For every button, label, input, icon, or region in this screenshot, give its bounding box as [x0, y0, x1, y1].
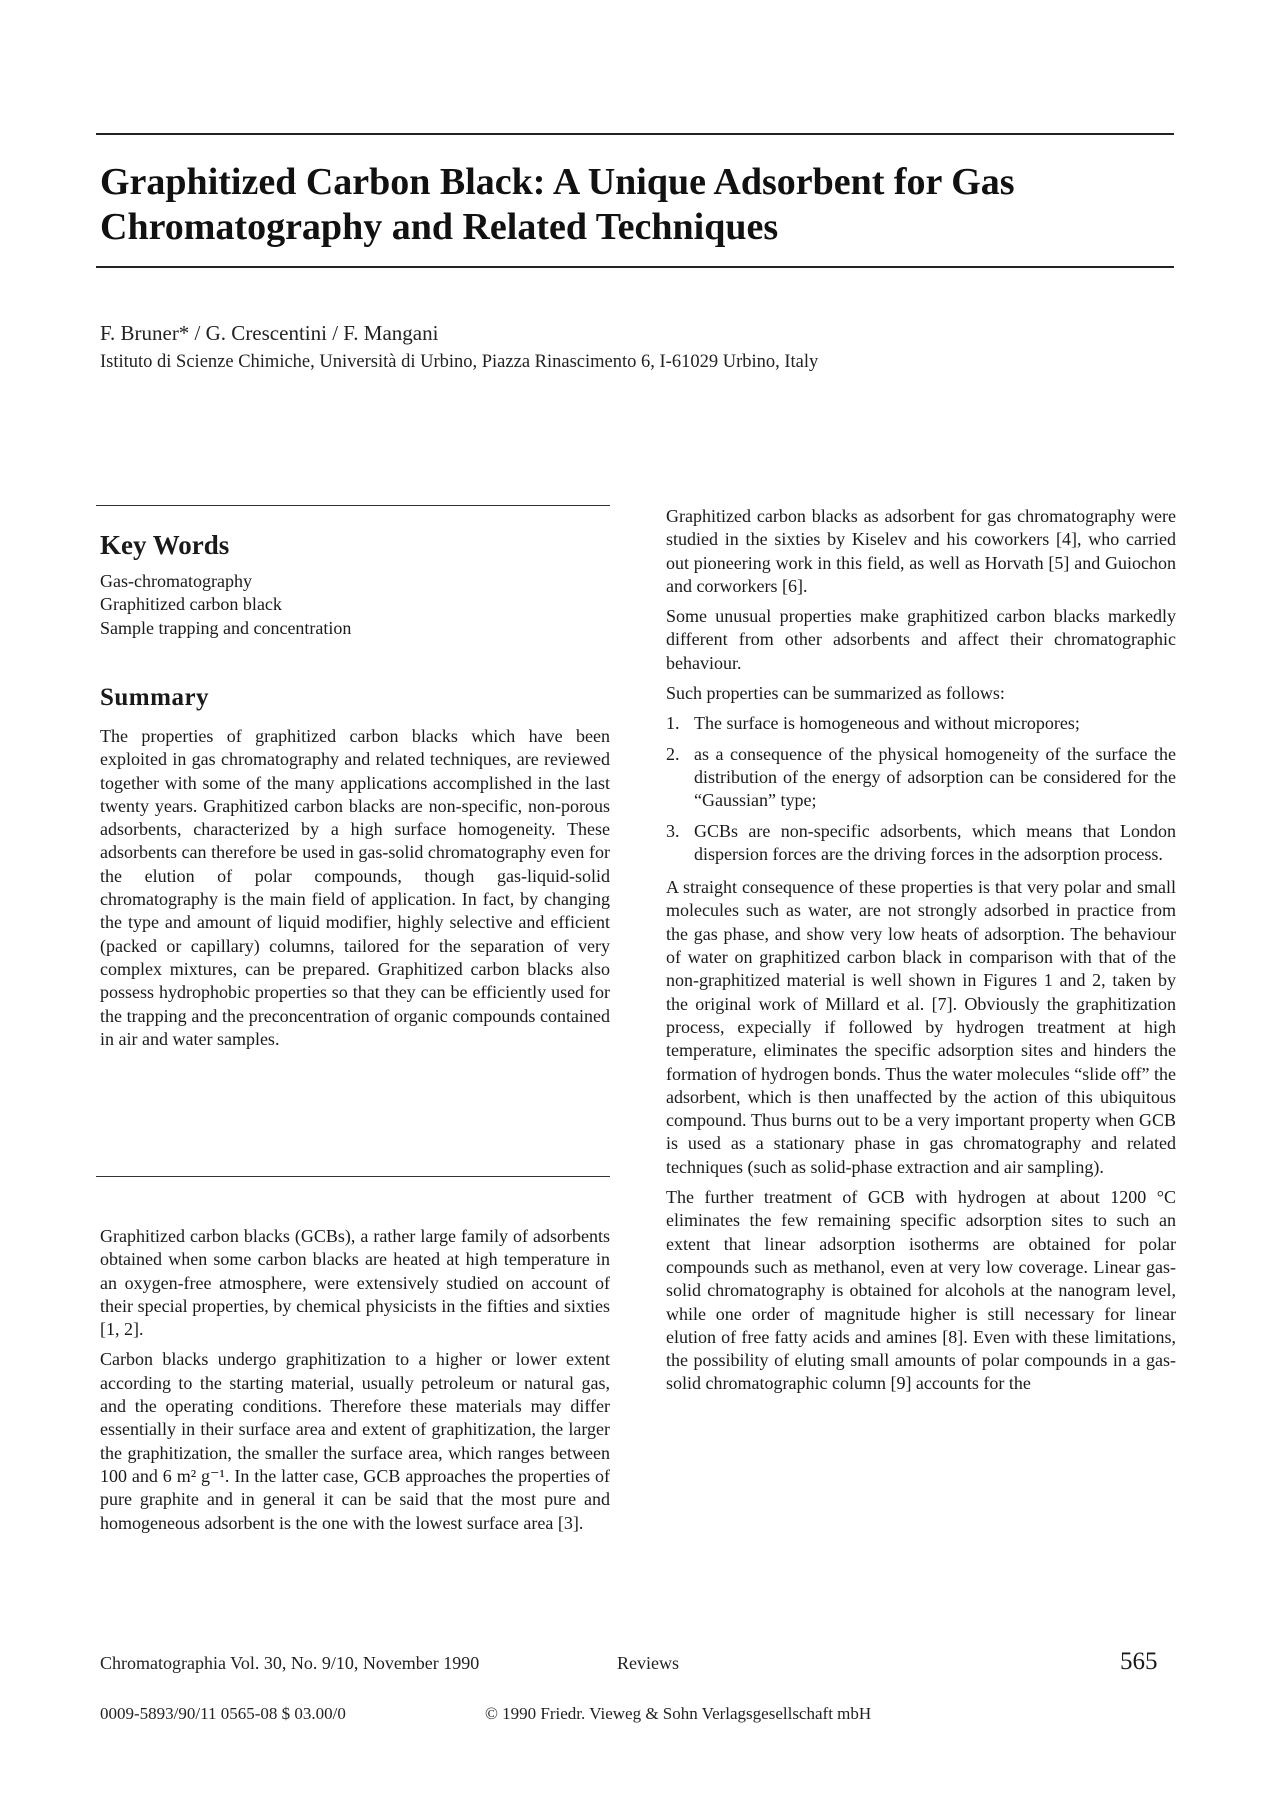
- copyright-notice: © 1990 Friedr. Vieweg & Sohn Verlagsgesellschaft mbH: [485, 1704, 872, 1723]
- list-number: 1.: [666, 713, 680, 734]
- section-label: Reviews: [617, 1653, 679, 1673]
- summary-block: [100, 725, 610, 1058]
- summary-text: The properties of graphitized carbon blacks which have been exploited in gas chromatography and related techniques, are reviewed together with some of the many applications accomplished in the last twenty years. Graphitized carbon blacks are non-specific, non-porous adsorbents, characterized by a high surface homogeneity. These adsorbents can therefore be used in gas-solid chromatography even for the elution of polar compounds, though gas-liquid-solid chromatography is the main field of application. In fact, by changing the type and amount of liquid modifier, highly selective and efficient (packed or capillary) columns, tailored for the separation of very complex mixtures, can be prepared. Graphitized carbon blacks also possess hydrophobic properties so that they can be efficiently used for the trapping and the preconcentration of organic compounds contained in air and water samples.: [100, 726, 610, 1049]
- affiliation: Istituto di Scienze Chimiche, Università di Urbino, Piazza Rinascimento 6, I-61029 Urbino, Italy: [100, 352, 819, 372]
- key-words-heading: Key Words: [100, 530, 230, 560]
- left-body: [100, 1225, 610, 1542]
- list-text: GCBs are non-specific adsorbents, which means that London dispersion forces are the driving forces in the adsorption process.: [694, 820, 1176, 864]
- list-item: [666, 820, 1176, 867]
- key-word-item: Graphitized carbon black: [100, 594, 282, 615]
- list-text: The surface is homogeneous and without micropores;: [694, 713, 1080, 734]
- properties-list: [666, 712, 1176, 866]
- list-item: [666, 743, 1176, 813]
- body-paragraph: Graphitized carbon blacks as adsorbent for gas chromatography were studied in the sixties by Kiselev and his coworkers [4], who carried out pioneering work in this field, as well as Horvath [5] and Guiochon and corworkers [6].: [666, 506, 1176, 596]
- list-number: 3.: [666, 820, 680, 841]
- body-paragraph: Graphitized carbon blacks (GCBs), a rather large family of adsorbents obtained when some carbon blacks are heated at high temperature in an oxygen-free atmosphere, were extensively studied on account of their special properties, by chemical physicists in the fifties and sixties [1, 2].: [100, 1226, 610, 1340]
- list-number: 2.: [666, 743, 680, 764]
- key-word-item: Sample trapping and concentration: [100, 617, 352, 638]
- title-top-rule: [96, 133, 1174, 135]
- key-words-list: [100, 570, 351, 640]
- body-paragraph: Carbon blacks undergo graphitization to a higher or lower extent according to the starting material, usually petroleum or natural gas, and the operating conditions. Therefore these materials may differ essentially in their surface area and extent of graphitization, the larger the graphitization, the smaller the surface area, which ranges between 100 and 6 m² g⁻¹. In the latter case, GCB approaches the properties of pure graphite and in general it can be said that the most pure and homogeneous adsorbent is the one with the lowest surface area [3].: [100, 1349, 610, 1533]
- title-bottom-rule: [96, 266, 1174, 268]
- body-paragraph: Some unusual properties make graphitized carbon blacks markedly different from other adsorbents and affect their chromatographic behaviour.: [666, 606, 1176, 673]
- abstract-top-rule: [96, 505, 610, 506]
- author-list: F. Bruner* / G. Crescentini / F. Mangani: [100, 321, 439, 345]
- issn-code: 0009-5893/90/11 0565-08 $ 03.00/0: [100, 1704, 346, 1723]
- article-title: Graphitized Carbon Black: A Unique Adsorbent for Gas Chromatography and Related Techniques: [100, 161, 1015, 248]
- list-item: [666, 712, 1176, 735]
- right-body: [666, 505, 1176, 1403]
- abstract-bottom-rule: [96, 1176, 610, 1177]
- body-paragraph: Such properties can be summarized as follows:: [666, 683, 1005, 704]
- summary-heading: Summary: [100, 684, 210, 711]
- list-text: as a consequence of the physical homogeneity of the surface the distribution of the energy of adsorption can be considered for the “Gaussian” type;: [694, 743, 1176, 811]
- body-paragraph: The further treatment of GCB with hydrogen at about 1200 °C eliminates the few remaining specific adsorption sites to such an extent that linear adsorption isotherms are obtained for polar compounds such as methanol, even at very low coverage. Linear gas-solid chromatography is obtained for alcohols at the nanogram level, while one order of magnitude higher is still necessary for linear elution of free fatty acids and amines [8]. Even with these limitations, the possibility of eluting small amounts of polar compounds in a gas-solid chromatographic column [9] accounts for the: [666, 1187, 1176, 1394]
- key-word-item: Gas-chromatography: [100, 571, 252, 591]
- page-number: 565: [1120, 1648, 1158, 1675]
- journal-citation: Chromatographia Vol. 30, No. 9/10, November 1990: [100, 1653, 480, 1673]
- body-paragraph: A straight consequence of these properties is that very polar and small molecules such as water, are not strongly adsorbed in practice from the gas phase, and show very low heats of adsorption. The behaviour of water on graphitized carbon black in comparison with that of the non-graphitized material is well shown in Figures 1 and 2, taken by the original work of Millard et al. [7]. Obviously the graphitization process, expecially if followed by hydrogen treatment at high temperature, eliminates the specific adsorption sites and hinders the formation of hydrogen bonds. Thus the water molecules “slide off” the adsorbent, which is then unaffected by the action of this ubiquitous compound. Thus burns out to be a very important property when GCB is used as a stationary phase in gas chromatography and related techniques (such as solid-phase extraction and air sampling).: [666, 877, 1176, 1177]
